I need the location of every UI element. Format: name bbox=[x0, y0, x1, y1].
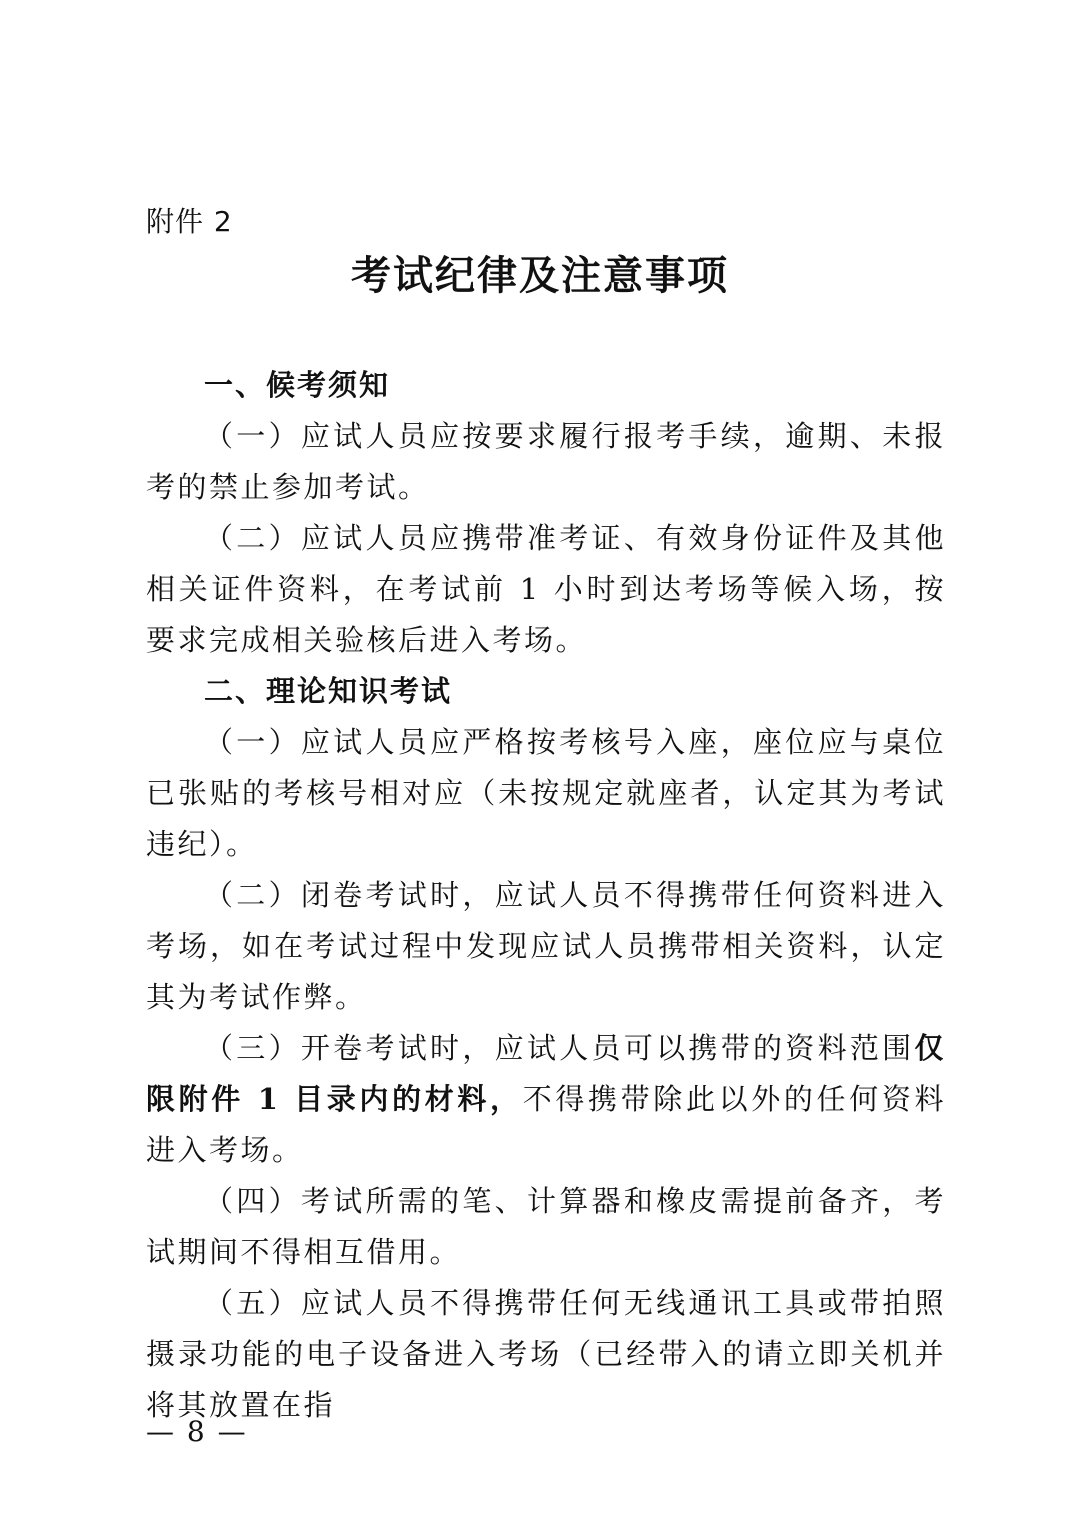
paragraph: （四）考试所需的笔、计算器和橡皮需提前备齐，考试期间不得相互借用。 bbox=[146, 1184, 946, 1269]
document-body bbox=[146, 360, 946, 1431]
paragraph bbox=[146, 1023, 946, 1176]
paragraph: （二）闭卷考试时，应试人员不得携带任何资料进入考场，如在考试过程中发现应试人员携带相关资料，认定其为考试作弊。 bbox=[146, 878, 946, 1014]
paragraph: （二）应试人员应携带准考证、有效身份证件及其他相关证件资料，在考试前 1 小时到达考场等候入场，按要求完成相关验核后进入考场。 bbox=[146, 521, 946, 657]
paragraph-text: 不得携带除此以外的任何资料进入考场。 bbox=[146, 1082, 946, 1167]
paragraph: （一）应试人员应严格按考核号入座，座位应与桌位已张贴的考核号相对应（未按规定就座者，认定其为考试违纪）。 bbox=[146, 725, 946, 861]
page-number: — 8 — bbox=[146, 1415, 248, 1448]
paragraph-text: （三）开卷考试时，应试人员可以携带的资料范围 bbox=[204, 1031, 915, 1065]
paragraph: （五）应试人员不得携带任何无线通讯工具或带拍照摄录功能的电子设备进入考场（已经带入的请立即关机并将其放置在指 bbox=[146, 1286, 946, 1422]
section-heading: 二、理论知识考试 bbox=[204, 674, 453, 708]
document-title: 考试纪律及注意事项 bbox=[351, 252, 729, 299]
section-heading: 一、候考须知 bbox=[204, 368, 391, 402]
emphasized-text: 仅限附件 1 目录内的材料， bbox=[146, 1031, 946, 1116]
paragraph: （一）应试人员应按要求履行报考手续，逾期、未报考的禁止参加考试。 bbox=[146, 419, 946, 504]
annex-label: 附件 2 bbox=[146, 205, 233, 238]
